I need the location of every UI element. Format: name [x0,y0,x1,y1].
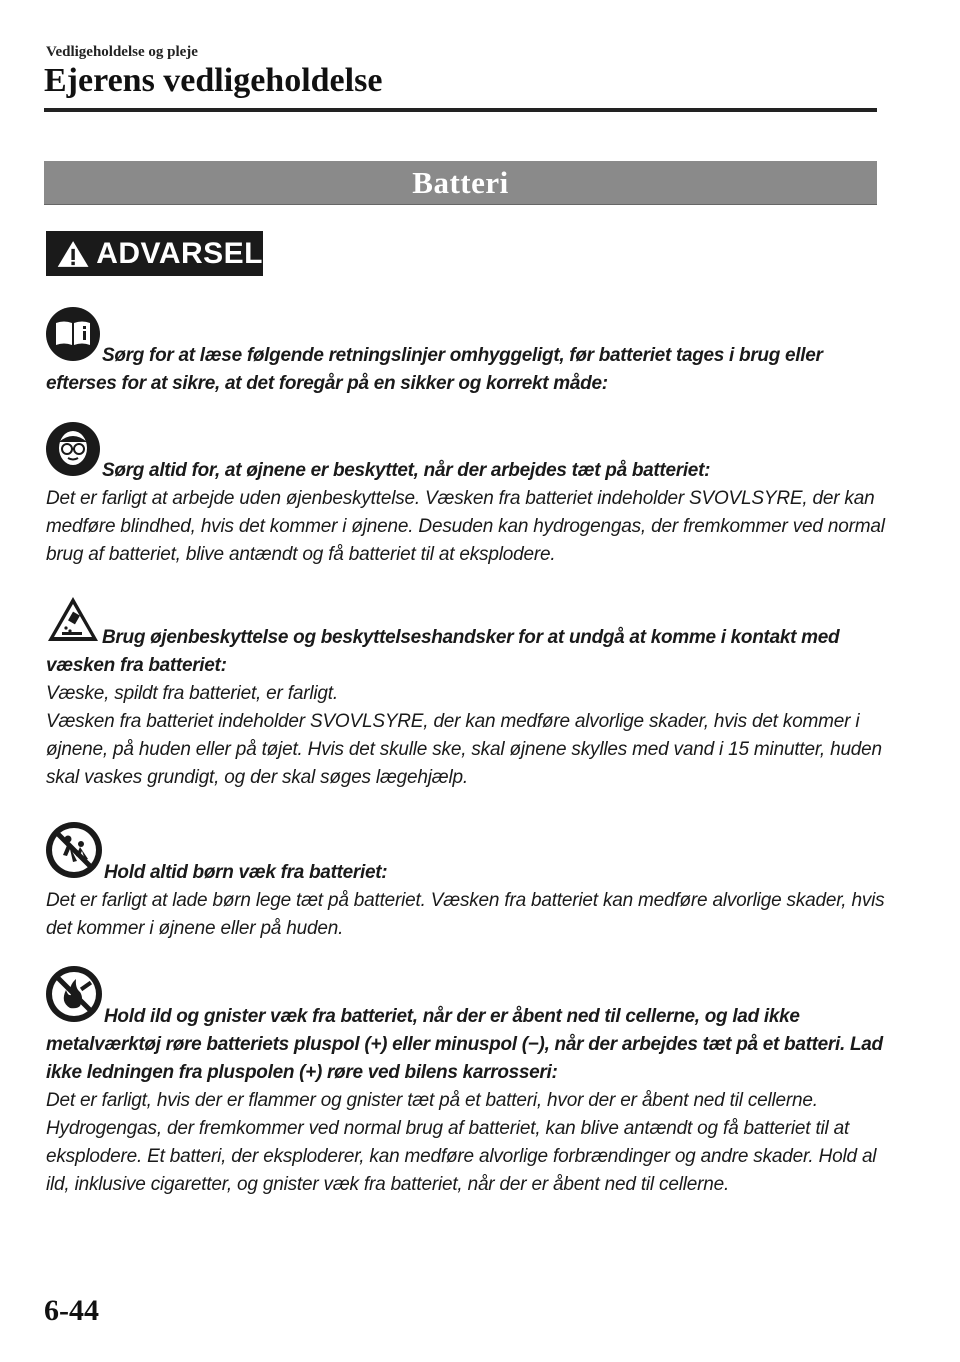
warning-entry-children [46,822,886,943]
section-title: Batteri [412,164,509,200]
corrosive-warning-icon [46,595,100,652]
entry-body: Væsken fra batteriet indeholder SVOVLSYRE, der kan medføre alvorlige skader, hvis det kommer i øjnene, på huden eller på tøjet. Hvis det skulle ske, skal øjnene skylles med vand i 15 minutter, huden skal vaskes grundigt, og der skal søges lægehjælp. [46,711,882,788]
entry-lead: Sørg altid for, at øjnene er beskyttet, når der arbejdes tæt på batteriet: [102,460,711,481]
no-fire-icon [46,966,102,1031]
page-title: Ejerens vedligeholdelse [44,62,383,99]
entry-body: Væske, spildt fra batteriet, er farligt. [46,683,338,704]
entry-lead: Brug øjenbeskyttelse og beskyttelseshandsker for at undgå at komme i kontakt med væsken fra batteriet: [46,627,840,676]
warning-entry-fire [46,966,886,1199]
breadcrumb: Vedligeholdelse og pleje [46,44,198,60]
manual-book-icon [46,307,100,370]
page-number: 6-44 [44,1294,99,1327]
section-header [44,161,877,205]
title-divider [44,108,877,112]
entry-lead: Sørg for at læse følgende retningslinjer omhyggeligt, før batteriet tages i brug eller efterses for at sikre, at det foregår på en sikker og korrekt måde: [46,345,823,394]
warning-entry-corrosive [46,595,886,792]
warning-badge [46,231,263,276]
entry-lead: Hold ild og gnister væk fra batteriet, når der er åbent ned til cellerne, og lad ikke metalværktøj røre batteriets pluspol (+) eller minuspol (−), når der arbejdes tæt på et batteri. Lad ikke ledningen fra pluspolen (+) røre ved bilens karrosseri: [46,1006,883,1083]
no-children-icon [46,822,102,887]
eye-protection-icon [46,422,100,485]
entry-body: Det er farligt at lade børn lege tæt på batteriet. Væsken fra batteriet kan medføre alvorlige skader, hvis det kommer i øjnene eller på huden. [46,890,885,939]
entry-lead: Hold altid børn væk fra batteriet: [104,862,388,883]
entry-body: Det er farligt, hvis der er flammer og gnister tæt på et batteri, hvor der er åbent ned til cellerne. Hydrogengas, der fremkommer ved normal brug af batteriet, kan blive antændt og få batteriet til at eksplodere. Et batteri, der eksploderer, kan medføre alvorlige forbrændinger og andre skader. Hold al ild, inklusive cigaretter, og gnister væk fra batteriet, når der er åbent ned til cellerne. [46,1090,877,1195]
entry-body: Det er farligt at arbejde uden øjenbeskyttelse. Væsken fra batteriet indeholder SVOVLSYRE, der kan medføre blindhed, hvis det kommer i øjnene. Desuden kan hydrogengas, der fremkommer ved normal brug af batteriet, blive antændt og få batteriet til at eksplodere. [46,488,885,565]
warning-entry-eye-protection [46,422,886,569]
warning-entry-manual [46,307,886,398]
warning-label: ADVARSEL [96,236,263,270]
warning-triangle-icon [56,237,90,271]
